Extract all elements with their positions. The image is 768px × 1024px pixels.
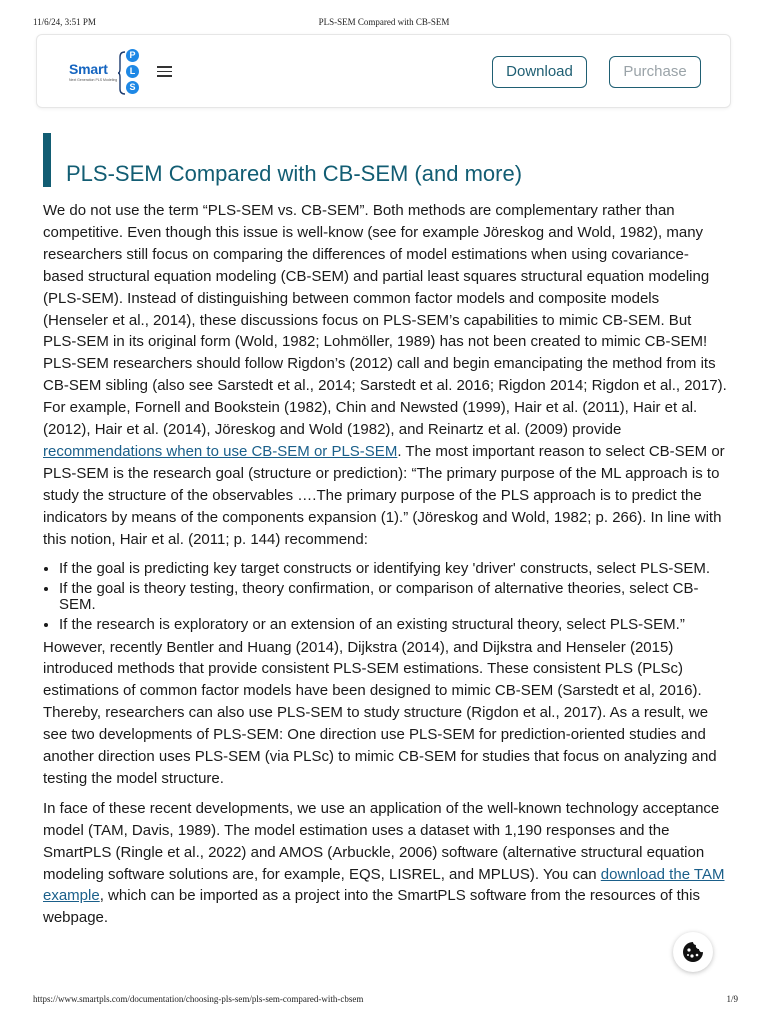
hamburger-menu-icon[interactable] xyxy=(157,66,172,78)
cookie-settings-button[interactable] xyxy=(673,932,713,972)
print-header xyxy=(0,17,768,29)
download-tam-example-link[interactable]: download the TAM example xyxy=(43,865,725,905)
logo-tagline: Next Generation PLS Modeling xyxy=(69,78,117,82)
list-item: • If the goal is predicting key target constructs or identifying key 'driver' constructs, select PLS-SEM. xyxy=(59,561,727,577)
print-title: PLS-SEM Compared with CB-SEM xyxy=(318,17,450,27)
paragraph-text: We do not use the term “PLS-SEM vs. CB-SEM”. Both methods are complementary rather than competitive. Even though this issue is well-know (see for example Jöreskog and Wold, 1982), many researchers still focus on comparing the differences of model estimations when using covariance-based structural equation modeling (CB-SEM) and partial least squares structural equation modeling (PLS-SEM). Instead of distinguishing between common factor models and composite models (Henseler et al., 2014), these discussions focus on PLS-SEM’s capabilities to mimic CB-SEM. But PLS-SEM in its original form (Wold, 1982; Lohmöller, 1989) has not been created to mimic CB-SEM! PLS-SEM researchers should follow Rigdon’s (2012) call and begin emancipating the method from its CB-SEM sibling (also see Sarstedt et al., 2014; Sarstedt et al. 2016; Rigdon 2014; Rigdon et al., 2017). For example, Fornell and Bookstein (1982), Chin and Newsted (1999), Hair et al. (2011), Hair et al. (2012), Hair et al. (2014), Jöreskog and Wold (1982), and Reinartz et al. (2009) provide xyxy=(43,202,727,439)
logo-text: Smart xyxy=(69,61,108,77)
recommendations-link[interactable]: recommendations when to use CB-SEM or PLS-SEM xyxy=(43,442,398,460)
logo-letter-l: L xyxy=(126,65,139,78)
site-header xyxy=(36,34,731,108)
print-footer xyxy=(0,994,768,1006)
paragraph-text: , which can be imported as a project into the SmartPLS software from the resources of this webpage. xyxy=(43,887,700,927)
logo-letter-p: P xyxy=(126,49,139,62)
paragraph-text: . The most important reason to select CB-SEM or PLS-SEM is the research goal (structure or prediction): “The primary purpose of the ML approach is to study the structure of the observables ….The primary purpose of the PLS approach is to predict the indicators by means of the components expansion (1).” (Jöreskog and Wold, 1982; p. 266). In line with this notion, Hair et al. (2011; p. 144) recommend: xyxy=(43,442,725,548)
paragraph-developments: However, recently Bentler and Huang (2014), Dijkstra (2014), and Dijkstra and Henseler (2015) introduced methods that provide consistent PLS-SEM estimations. These consistent PLS (PLSc) estimations of common factor models have been designed to mimic CB-SEM (Sarstedt et al, 2016). Thereby, researchers can also use PLS-SEM to study structure (Rigdon et al., 2017). As a result, we see two developments of PLS-SEM: One direction use PLS-SEM for prediction-oriented studies and another direction uses PLS-SEM (via PLSc) to mimic CB-SEM for studies that focus on analyzing and testing the model structure. xyxy=(43,638,717,787)
logo-letter-s: S xyxy=(126,81,139,94)
print-datetime: 11/6/24, 3:51 PM xyxy=(33,17,96,27)
paragraph-intro xyxy=(43,200,727,551)
download-button[interactable]: Download xyxy=(492,56,587,88)
page-title: PLS-SEM Compared with CB-SEM (and more) xyxy=(66,160,523,186)
paragraph-text: In face of these recent developments, we use an application of the well-known technology acceptance model (TAM, Davis, 1989). The model estimation uses a dataset with 1,190 responses and the SmartPLS (Ringle et al., 2022) and AMOS (Arbuckle, 2006) software (alternative structural equation modeling software solutions are, for example, EQS, LISREL, and MPLUS). You can xyxy=(43,799,720,883)
title-accent-bar xyxy=(43,133,51,187)
purchase-button[interactable]: Purchase xyxy=(609,56,701,88)
smartpls-logo[interactable] xyxy=(69,49,147,97)
list-item: • If the goal is theory testing, theory confirmation, or comparison of alternative theories, select CB-SEM. xyxy=(59,581,727,613)
recommendation-list xyxy=(43,561,727,633)
cookie-icon xyxy=(681,940,705,964)
print-url: https://www.smartpls.com/documentation/choosing-pls-sem/pls-sem-compared-with-cbsem xyxy=(33,994,364,1004)
list-item: • If the research is exploratory or an extension of an existing structural theory, select PLS-SEM.” xyxy=(59,617,727,633)
article-body xyxy=(43,200,727,929)
logo-brace-icon xyxy=(118,51,126,95)
print-page-number: 1/9 xyxy=(726,994,738,1004)
paragraph-tam xyxy=(43,798,727,929)
